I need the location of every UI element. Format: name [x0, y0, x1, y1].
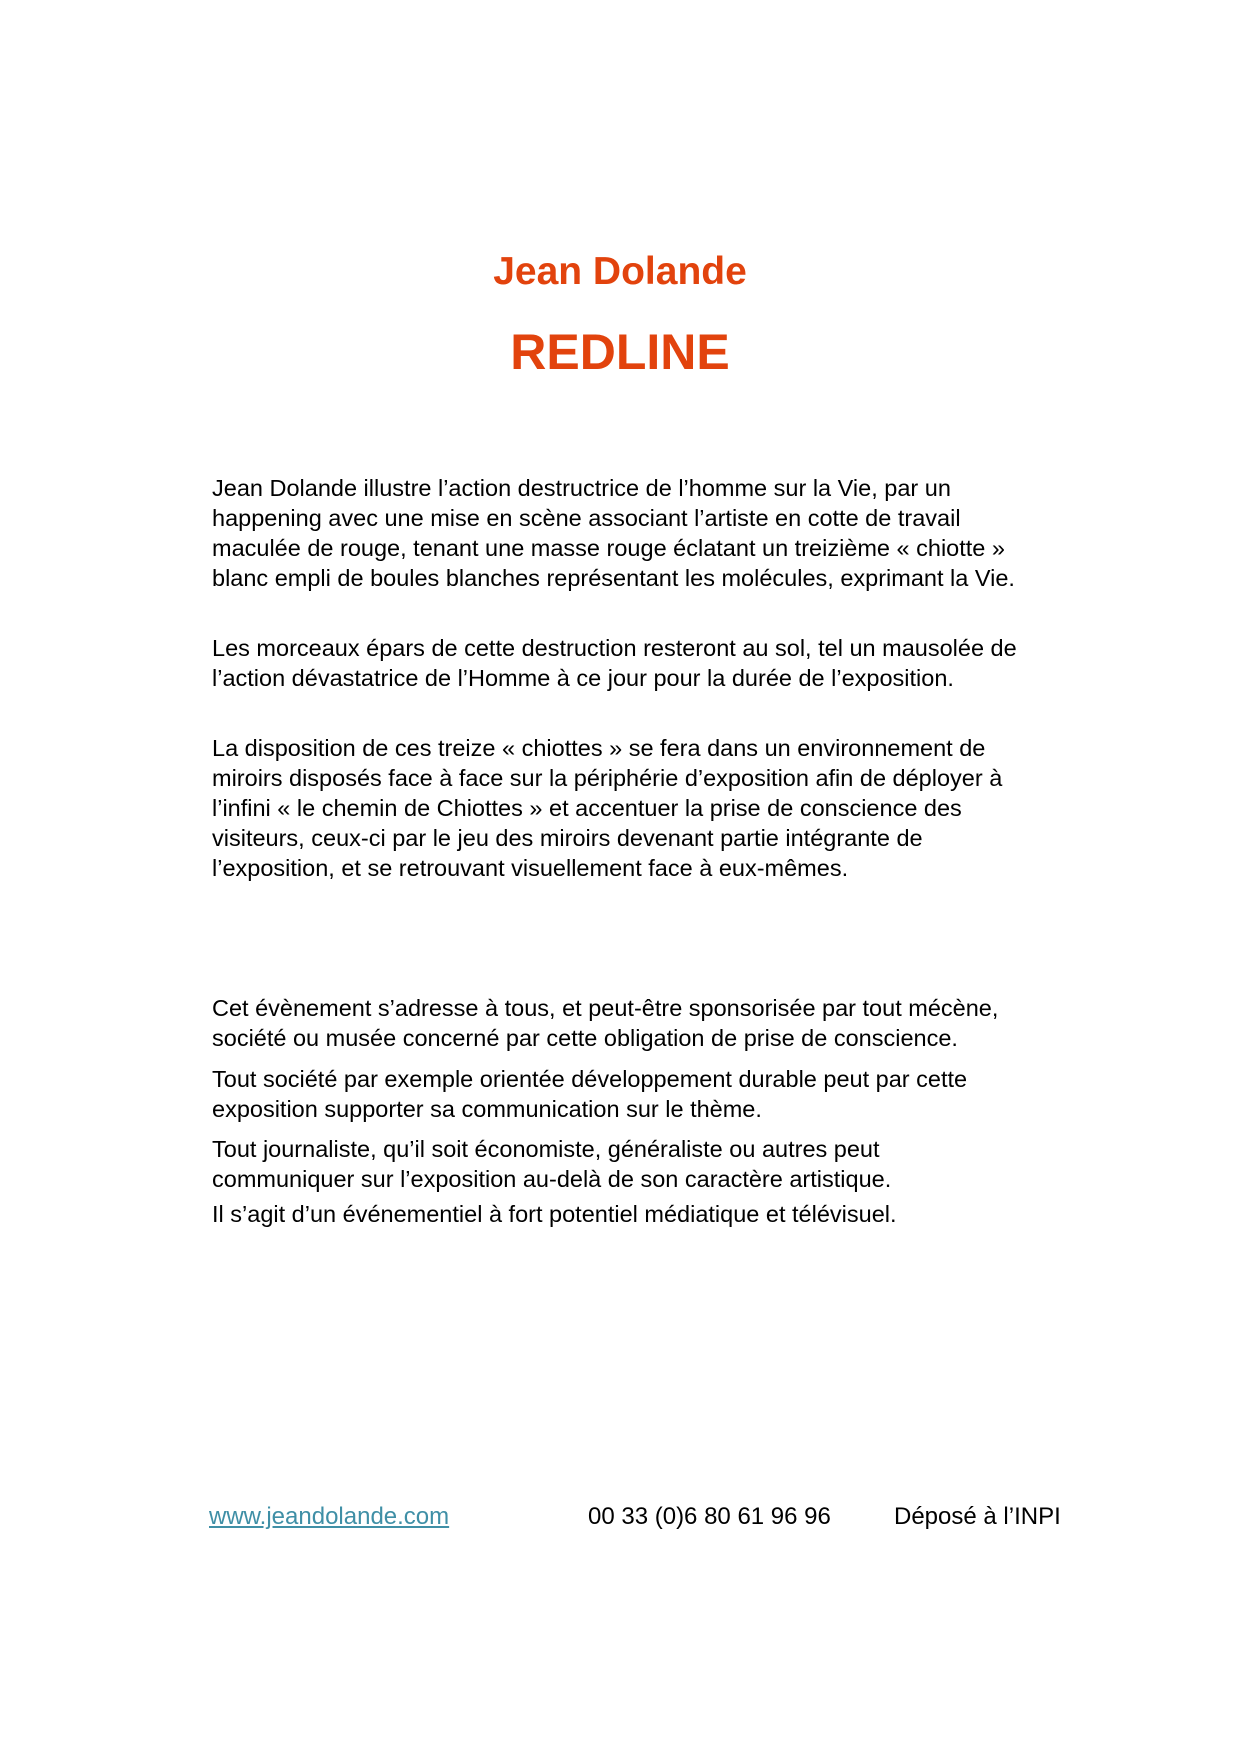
paragraph-audience — [212, 993, 1092, 1053]
paragraph-line: Tout société par exemple orientée développement durable peut par cette — [212, 1066, 968, 1092]
phone-number: 00 33 (0)6 80 61 96 96 — [588, 1503, 831, 1530]
paragraph-line: l’infini « le chemin de Chiottes » et accentuer la prise de conscience des — [212, 795, 962, 821]
paragraph-line: Tout journaliste, qu’il soit économiste, généraliste ou autres peut — [212, 1136, 880, 1162]
website-link[interactable]: www.jeandolande.com — [209, 1503, 450, 1530]
paragraph-line: société ou musée concerné par cette obligation de prise de conscience. — [212, 1025, 958, 1051]
paragraph-line: l’exposition, et se retrouvant visuellement face à eux-mêmes. — [212, 855, 849, 881]
author-heading: Jean Dolande — [493, 250, 747, 293]
paragraph-line: maculée de rouge, tenant une masse rouge éclatant un treizième « chiotte » — [212, 535, 1005, 561]
deposit-notice: Déposé à l’INPI — [894, 1503, 1061, 1530]
paragraph-intro — [212, 473, 1092, 593]
paragraph-fragments — [212, 633, 1092, 693]
paragraph-line: Cet évènement s’adresse à tous, et peut-être sponsorisée par tout mécène, — [212, 995, 999, 1021]
paragraph-line: Il s’agit d’un événementiel à fort potentiel médiatique et télévisuel. — [212, 1201, 897, 1227]
paragraph-media — [212, 1199, 1092, 1229]
paragraph-line: blanc empli de boules blanches représentant les molécules, exprimant la Vie. — [212, 565, 1015, 591]
paragraph-line: l’action dévastatrice de l’Homme à ce jour pour la durée de l’exposition. — [212, 665, 954, 691]
paragraph-line: La disposition de ces treize « chiottes » se fera dans un environnement de — [212, 735, 986, 761]
paragraph-line: miroirs disposés face à face sur la périphérie d’exposition afin de déployer à — [212, 765, 1003, 791]
paragraph-mirrors — [212, 733, 1092, 883]
paragraph-line: visiteurs, ceux-ci par le jeu des miroirs devenant partie intégrante de — [212, 825, 923, 851]
paragraph-sustainability — [212, 1064, 1092, 1124]
paragraph-line: communiquer sur l’exposition au-delà de son caractère artistique. — [212, 1166, 892, 1192]
paragraph-line: Les morceaux épars de cette destruction resteront au sol, tel un mausolée de — [212, 635, 1017, 661]
document-title: REDLINE — [510, 324, 730, 380]
paragraph-journalists — [212, 1134, 1092, 1194]
paragraph-line: happening avec une mise en scène associant l’artiste en cotte de travail — [212, 505, 961, 531]
paragraph-line: Jean Dolande illustre l’action destructrice de l’homme sur la Vie, par un — [212, 475, 951, 501]
paragraph-line: exposition supporter sa communication sur le thème. — [212, 1096, 762, 1122]
